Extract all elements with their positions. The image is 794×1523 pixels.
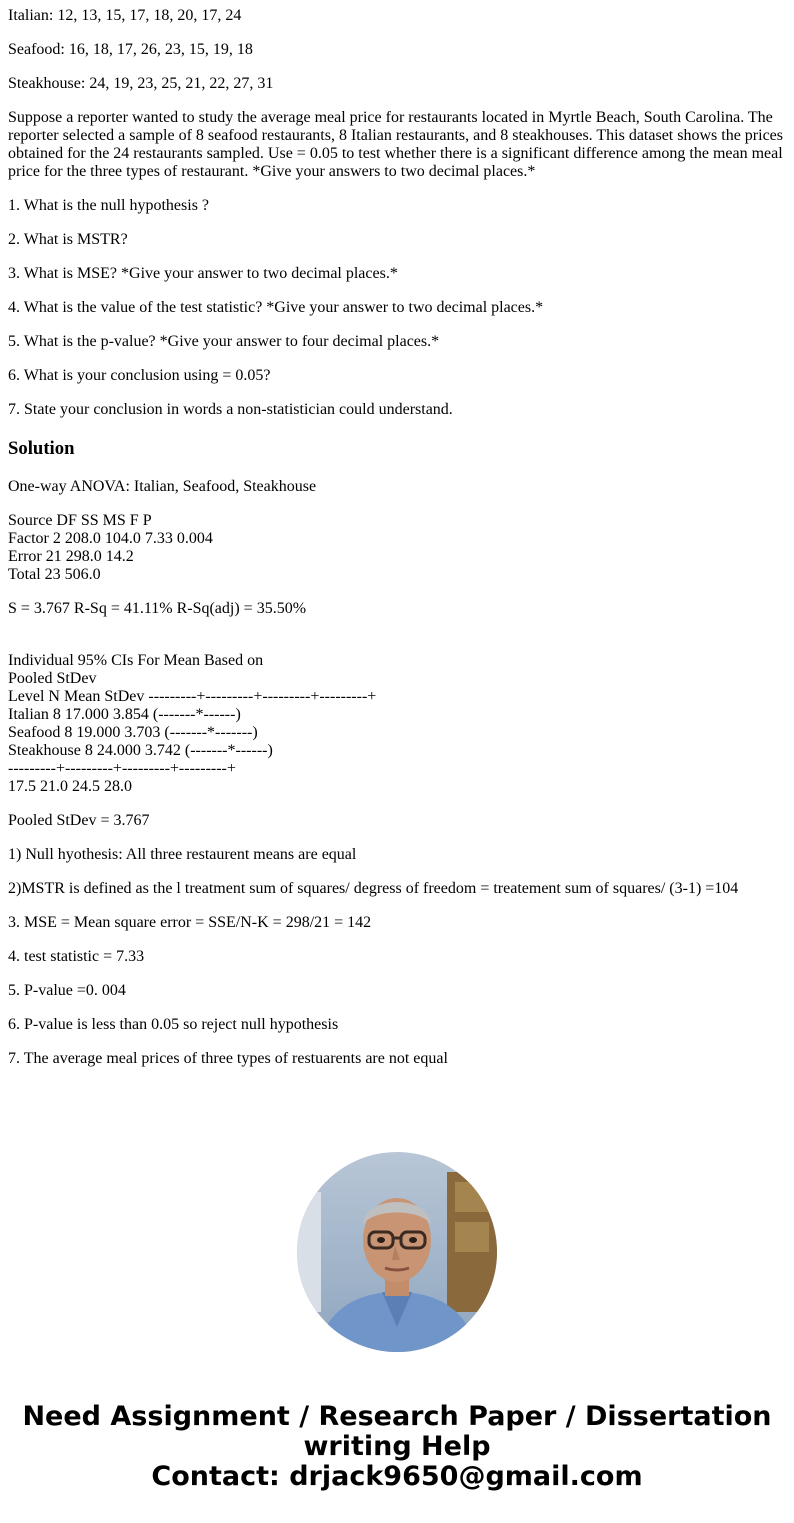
ci-column-header: Level N Mean StDev ---------+---------+---------+---------+ [8,688,377,705]
question-5: 5. What is the p-value? *Give your answer to four decimal places.* [8,333,440,350]
anova-total-row: Total 23 506.0 [8,566,101,583]
blank-line [8,634,786,652]
answer-1: 1) Null hyothesis: All three restaurent means are equal [8,846,357,863]
document-content [8,0,786,1084]
anova-title: One-way ANOVA: Italian, Seafood, Steakhouse [8,478,317,495]
anova-error-row: Error 21 298.0 14.2 [8,548,134,565]
answer-2: 2)MSTR is defined as the l treatment sum of squares/ degress of freedom = treatement sum of squares/ (3-1) =104 [8,880,739,897]
data-line-seafood: Seafood: 16, 18, 17, 26, 23, 15, 19, 18 [8,41,253,58]
ci-axis-labels: 17.5 21.0 24.5 28.0 [8,778,132,795]
question-4: 4. What is the value of the test statistic? *Give your answer to two decimal places.* [8,299,544,316]
question-3: 3. What is MSE? *Give your answer to two decimal places.* [8,265,398,282]
answer-7: 7. The average meal prices of three types of restuarents are not equal [8,1050,448,1067]
ci-axis-line: ---------+---------+---------+---------+ [8,760,236,777]
problem-statement: Suppose a reporter wanted to study the average meal price for restaurants located in Myrtle Beach, South Carolina. The reporter selected a sample of 8 seafood restaurants, 8 Italian restaurants, and 8 steakhouses. This dataset shows the prices obtained for the 24 restaurants sampled. Use = 0.05 to test whether there is a significant difference among the mean meal price for the three types of restaurant. *Give your answers to two decimal places.* [8,109,784,180]
anova-factor-row: Factor 2 208.0 104.0 7.33 0.004 [8,530,213,547]
question-1: 1. What is the null hypothesis ? [8,197,210,214]
answer-4: 4. test statistic = 7.33 [8,948,145,965]
question-6: 6. What is your conclusion using = 0.05? [8,367,271,384]
ci-row-steakhouse: Steakhouse 8 24.000 3.742 (-------*------) [8,742,273,759]
fit-statistics: S = 3.767 R-Sq = 41.11% R-Sq(adj) = 35.50% [8,600,307,617]
author-portrait-image [297,1152,497,1352]
anova-header-row: Source DF SS MS F P [8,512,152,529]
question-2: 2. What is MSTR? [8,231,128,248]
data-line-steakhouse: Steakhouse: 24, 19, 23, 25, 21, 22, 27, 31 [8,75,274,92]
answer-5: 5. P-value =0. 004 [8,982,126,999]
promo-contact-line: Contact: drjack9650@gmail.com [151,1461,643,1492]
pooled-stdev: Pooled StDev = 3.767 [8,812,150,829]
data-line-italian: Italian: 12, 13, 15, 17, 18, 20, 17, 24 [8,7,242,24]
promo-line-1: Need Assignment / Research Paper / Dissertation [22,1401,772,1432]
author-avatar [297,1152,497,1352]
anova-table [8,512,786,584]
confidence-interval-block [8,634,786,796]
ci-heading-line-1: Individual 95% CIs For Mean Based on [8,652,264,669]
answer-6: 6. P-value is less than 0.05 so reject null hypothesis [8,1016,339,1033]
ci-row-seafood: Seafood 8 19.000 3.703 (-------*-------) [8,724,258,741]
answer-3: 3. MSE = Mean square error = SSE/N-K = 298/21 = 142 [8,914,372,931]
promo-line-2: writing Help [303,1431,491,1462]
question-7: 7. State your conclusion in words a non-statistician could understand. [8,401,453,418]
solution-heading: Solution [8,438,75,459]
promo-footer [0,1402,794,1492]
ci-heading-line-2: Pooled StDev [8,670,97,687]
ci-row-italian: Italian 8 17.000 3.854 (-------*------) [8,706,241,723]
